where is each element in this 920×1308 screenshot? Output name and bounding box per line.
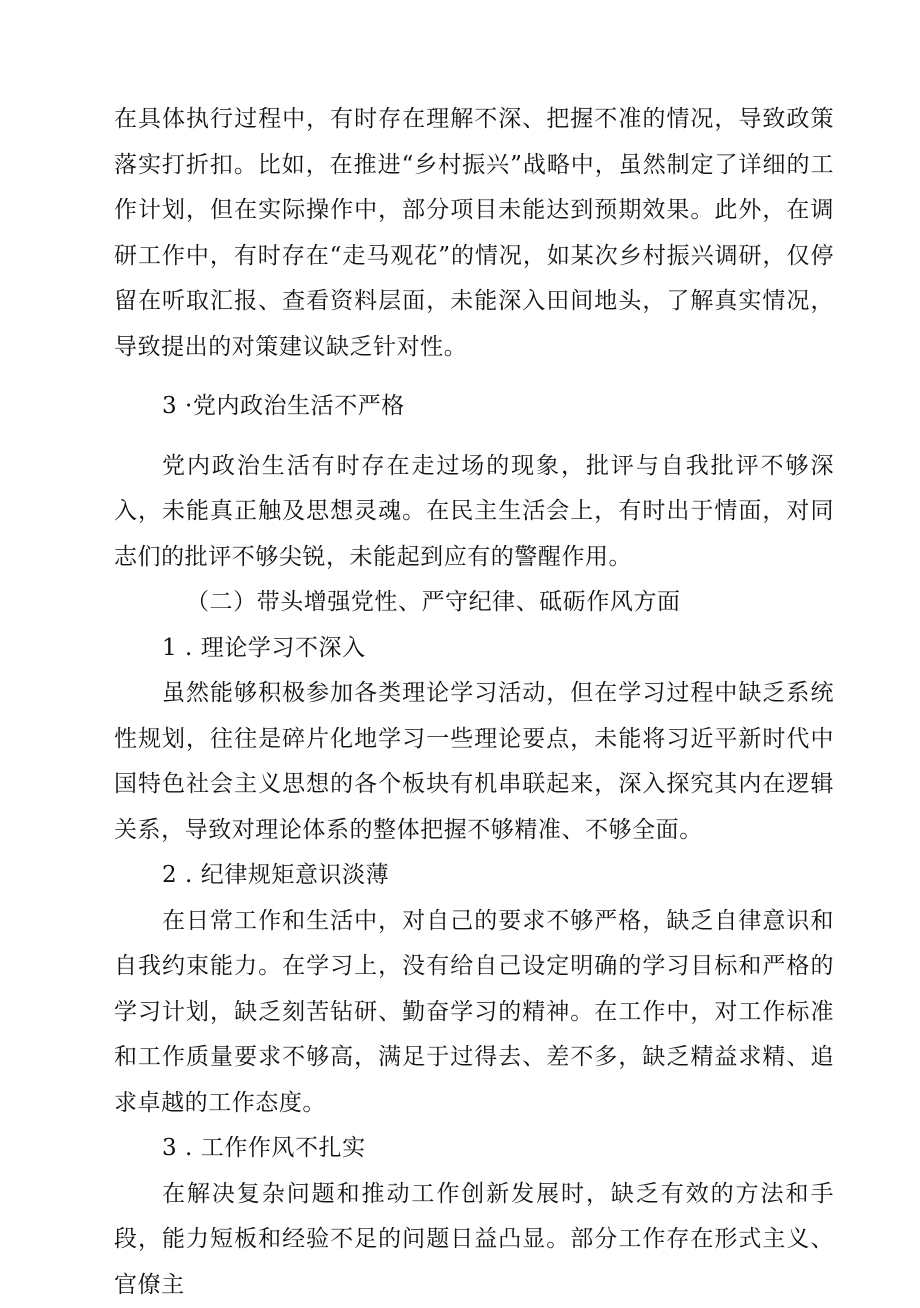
document-body xyxy=(114,97,834,1308)
subheading-party-life: 3 ·党内政治生活不严格 xyxy=(114,384,834,430)
paragraph-discipline: 在日常工作和生活中，对自己的要求不够严格，缺乏自律意识和自我约束能力。在学习上，没有给自己设定明确的学习目标和严格的学习计划，缺乏刻苦钻研、勤奋学习的精神。在工作中，对工作标准和工作质量要求不够高，满足于过得去、差不多，缺乏精益求精、追求卓越的工作态度。 xyxy=(114,899,834,1127)
subheading-work-style: 3 . 工作作风不扎实 xyxy=(114,1126,834,1172)
section-heading-party-spirit: （二）带头增强党性、严守纪律、砥砺作风方面 xyxy=(114,580,834,626)
paragraph-theory-study: 虽然能够积极参加各类理论学习活动，但在学习过程中缺乏系统性规划，往往是碎片化地学习一些理论要点，未能将习近平新时代中国特色社会主义思想的各个板块有机串联起来，深入探究其内在逻辑关系，导致对理论体系的整体把握不够精准、不够全面。 xyxy=(114,671,834,853)
subheading-theory-study: 1 . 理论学习不深入 xyxy=(114,626,834,672)
paragraph-policy-implementation: 在具体执行过程中，有时存在理解不深、把握不准的情况，导致政策落实打折扣。比如，在推进“乡村振兴”战略中，虽然制定了详细的工作计划，但在实际操作中，部分项目未能达到预期效果。此外，在调研工作中，有时存在“走马观花”的情况，如某次乡村振兴调研，仅停留在听取汇报、查看资料层面，未能深入田间地头，了解真实情况，导致提出的对策建议缺乏针对性。 xyxy=(114,97,834,370)
paragraph-party-life: 党内政治生活有时存在走过场的现象，批评与自我批评不够深入，未能真正触及思想灵魂。在民主生活会上，有时出于情面，对同志们的批评不够尖锐，未能起到应有的警醒作用。 xyxy=(114,444,834,581)
subheading-discipline: 2 . 纪律规矩意识淡薄 xyxy=(114,853,834,899)
paragraph-work-style: 在解决复杂问题和推动工作创新发展时，缺乏有效的方法和手段，能力短板和经验不足的问题日益凸显。部分工作存在形式主义、官僚主 xyxy=(114,1172,834,1308)
